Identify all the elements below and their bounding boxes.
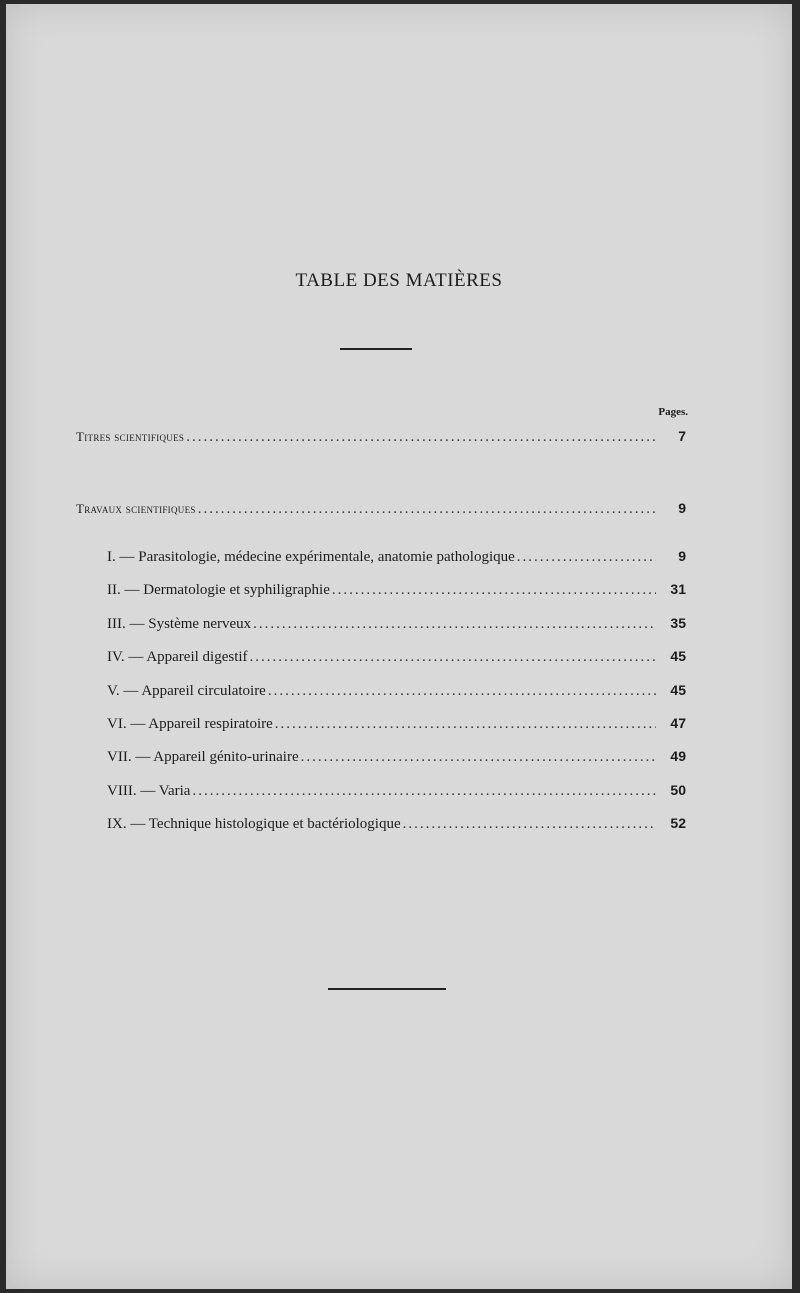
toc-page-number: 35	[670, 615, 686, 631]
toc-section-label: Titres scientifiques	[76, 429, 185, 444]
toc-chapter-9	[107, 813, 686, 833]
leader-dots	[275, 714, 656, 734]
toc-page-number: 50	[670, 782, 686, 798]
toc-page-number: 52	[670, 815, 686, 831]
toc-page-number: 9	[678, 500, 686, 516]
toc-chapter-label: IV. — Appareil digestif	[107, 649, 248, 665]
leader-dots	[332, 580, 656, 600]
toc-chapter-5	[107, 680, 686, 700]
toc-chapter-label: I. — Parasitologie, médecine expérimentale, anatomie pathologique	[107, 549, 515, 565]
leader-dots	[198, 499, 656, 519]
title-divider	[340, 348, 412, 350]
toc-chapter-label: VIII. — Varia	[107, 783, 191, 799]
toc-chapter-label: II. — Dermatologie et syphiligraphie	[107, 582, 330, 598]
leader-dots	[268, 681, 656, 701]
toc-section-travaux	[76, 498, 686, 518]
leader-dots	[301, 747, 656, 767]
toc-page-number: 9	[678, 548, 686, 564]
end-divider	[328, 988, 446, 990]
leader-dots	[517, 547, 656, 567]
toc-page-number: 45	[670, 648, 686, 664]
toc-chapter-1	[107, 546, 686, 566]
toc-chapter-label: IX. — Technique histologique et bactériologique	[107, 816, 401, 832]
toc-chapter-label: VII. — Appareil génito-urinaire	[107, 749, 299, 765]
leader-dots	[250, 647, 656, 667]
toc-chapter-4	[107, 646, 686, 666]
toc-page-number: 47	[670, 715, 686, 731]
document-page	[6, 4, 792, 1289]
toc-page-number: 7	[678, 428, 686, 444]
toc-chapter-7	[107, 746, 686, 766]
toc-chapter-label: III. — Système nerveux	[107, 616, 252, 632]
toc-chapter-label: VI. — Appareil respiratoire	[107, 716, 273, 732]
toc-page-number: 45	[670, 682, 686, 698]
toc-chapter-label: V. — Appareil circulatoire	[107, 683, 266, 699]
leader-dots	[403, 814, 656, 834]
toc-chapter-2	[107, 579, 686, 599]
toc-section-titres	[76, 426, 686, 446]
leader-dots	[192, 781, 656, 801]
page-title: TABLE DES MATIÈRES	[295, 270, 503, 291]
toc-chapter-3	[107, 613, 686, 633]
toc-page-number: 49	[670, 748, 686, 764]
leader-dots	[253, 614, 656, 634]
leader-dots	[186, 427, 656, 447]
toc-page-number: 31	[670, 581, 686, 597]
toc-chapter-6	[107, 713, 686, 733]
toc-chapter-8	[107, 780, 686, 800]
toc-section-label: Travaux scientifiques	[76, 501, 196, 516]
pages-column-label: Pages.	[658, 406, 688, 418]
